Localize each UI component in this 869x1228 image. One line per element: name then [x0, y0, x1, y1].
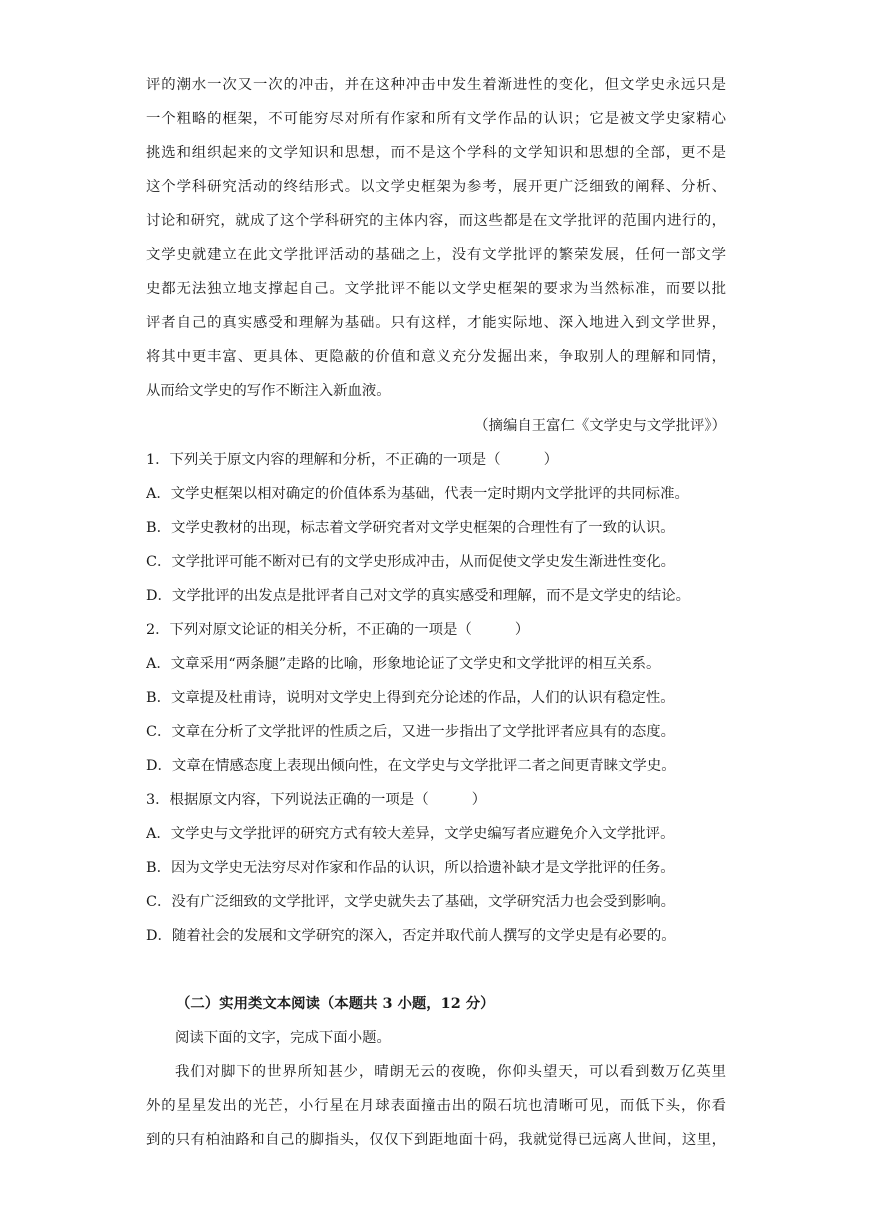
- question-stem: 2．下列对原文论证的相关分析，不正确的一项是（ ）: [146, 622, 530, 638]
- question-stem: 1．下列关于原文内容的理解和分析，不正确的一项是（ ）: [146, 452, 559, 468]
- section-instruction: 阅读下面的文字，完成下面小题。: [175, 1030, 391, 1046]
- passage-line: 挑选和组织起来的文学知识和思想，而不是这个学科的文学知识和思想的全部，更不是: [146, 145, 726, 161]
- passage-line: 评的潮水一次又一次的冲击，并在这种冲击中发生着渐进性的变化，但文学史永远只是: [146, 77, 726, 93]
- passage-line: 外的星星发出的光芒，小行星在月球表面撞击出的陨石坑也清晰可见，而低下头，你看: [146, 1098, 726, 1114]
- question-option: C．文学批评可能不断对已有的文学史形成冲击，从而促使文学史发生渐进性变化。: [146, 554, 676, 570]
- question-stem: 3．根据原文内容，下列说法正确的一项是（ ）: [146, 792, 487, 808]
- passage-line: 文学史就建立在此文学批评活动的基础之上，没有文学批评的繁荣发展，任何一部文学: [146, 247, 726, 263]
- question-option: A．文学史框架以相对确定的价值体系为基础，代表一定时期内文学批评的共同标准。: [146, 486, 689, 502]
- passage-line: 将其中更丰富、更具体、更隐蔽的价值和意义充分发掘出来，争取别人的理解和同情，: [146, 349, 726, 365]
- passage-line: 这个学科研究活动的终结形式。以文学史框架为参考，展开更广泛细致的阐释、分析、: [146, 179, 726, 195]
- passage-line: 从而给文学史的写作不断注入新血液。: [146, 383, 391, 399]
- question-option: C．文章在分析了文学批评的性质之后，又进一步指出了文学批评者应具有的态度。: [146, 724, 676, 740]
- source-citation: （摘编自王富仁《文学史与文学批评》）: [474, 418, 726, 434]
- passage-line: 到的只有柏油路和自己的脚指头，仅仅下到距地面十码，我就觉得已远离人世间，这里，: [146, 1132, 726, 1148]
- passage-line: 评者自己的真实感受和理解为基础。只有这样，才能实际地、深入地进入到文学世界，: [146, 315, 726, 331]
- question-option: C．没有广泛细致的文学批评，文学史就失去了基础，文学研究活力也会受到影响。: [146, 894, 676, 910]
- question-option: D．文学批评的出发点是批评者自己对文学的真实感受和理解，而不是文学史的结论。: [146, 588, 690, 604]
- passage-line: 史都无法独立地支撑起自己。文学批评不能以文学史框架的要求为当然标准，而要以批: [146, 281, 726, 297]
- passage-line: 一个粗略的框架，不可能穷尽对所有作家和所有文学作品的认识；它是被文学史家精心: [146, 111, 726, 127]
- question-option: B．文章提及杜甫诗，说明对文学史上得到充分论述的作品，人们的认识有稳定性。: [146, 690, 675, 706]
- question-option: D．随着社会的发展和文学研究的深入，否定并取代前人撰写的文学史是有必要的。: [146, 928, 676, 944]
- section-heading: （二）实用类文本阅读（本题共 3 小题，12 分）: [176, 995, 495, 1012]
- passage-line: 讨论和研究，就成了这个学科研究的主体内容，而这些都是在文学批评的范围内进行的，: [146, 213, 726, 229]
- question-option: D．文章在情感态度上表现出倾向性，在文学史与文学批评二者之间更青睐文学史。: [146, 758, 676, 774]
- question-option: A．文学史与文学批评的研究方式有较大差异，文学史编写者应避免介入文学批评。: [146, 826, 675, 842]
- question-option: A．文章采用“两条腿”走路的比喻，形象地论证了文学史和文学批评的相互关系。: [146, 656, 661, 672]
- passage-line: 我们对脚下的世界所知甚少，晴朗无云的夜晚，你仰头望天，可以看到数万亿英里: [175, 1064, 726, 1080]
- question-option: B．因为文学史无法穷尽对作家和作品的认识，所以拾遗补缺才是文学批评的任务。: [146, 860, 675, 876]
- question-option: B．文学史教材的出现，标志着文学研究者对文学史框架的合理性有了一致的认识。: [146, 520, 675, 536]
